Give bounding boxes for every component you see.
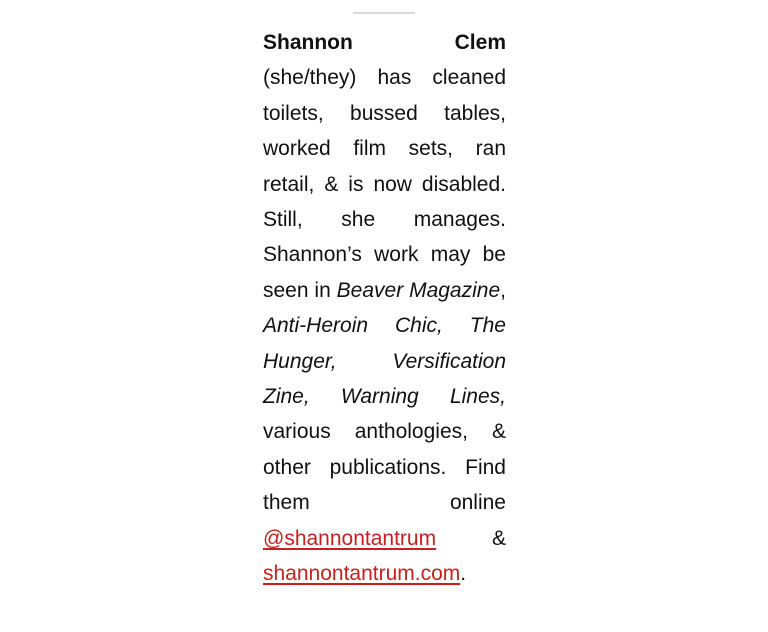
social-handle-link[interactable]: @shannontantrum — [263, 526, 437, 550]
author-name: Shannon Clem — [263, 31, 506, 54]
top-divider — [353, 12, 415, 14]
bio-end: . — [460, 562, 467, 586]
separator: , — [500, 278, 506, 302]
separator — [337, 350, 393, 373]
publication-title: Warning Lines, — [340, 385, 506, 409]
publication-title: The Hunger, — [263, 314, 506, 373]
bio-text: various anthologies, & other publications. Find them online — [263, 420, 506, 515]
author-bio — [263, 25, 506, 592]
website-link[interactable]: shannontantrum.com — [263, 562, 461, 586]
publication-title: Anti-Heroin Chic, — [263, 314, 443, 338]
publication-title: Beaver Magazine — [336, 278, 501, 302]
separator — [310, 385, 341, 408]
separator: & — [436, 526, 506, 550]
separator — [443, 314, 470, 337]
publication-title: Versification Zine, — [263, 349, 506, 409]
bio-text: (she/they) has cleaned toilets, bussed tables, worked film sets, ran retail, & is now disabled. Still, she manages. Shannon’s work may be seen in — [263, 66, 506, 302]
